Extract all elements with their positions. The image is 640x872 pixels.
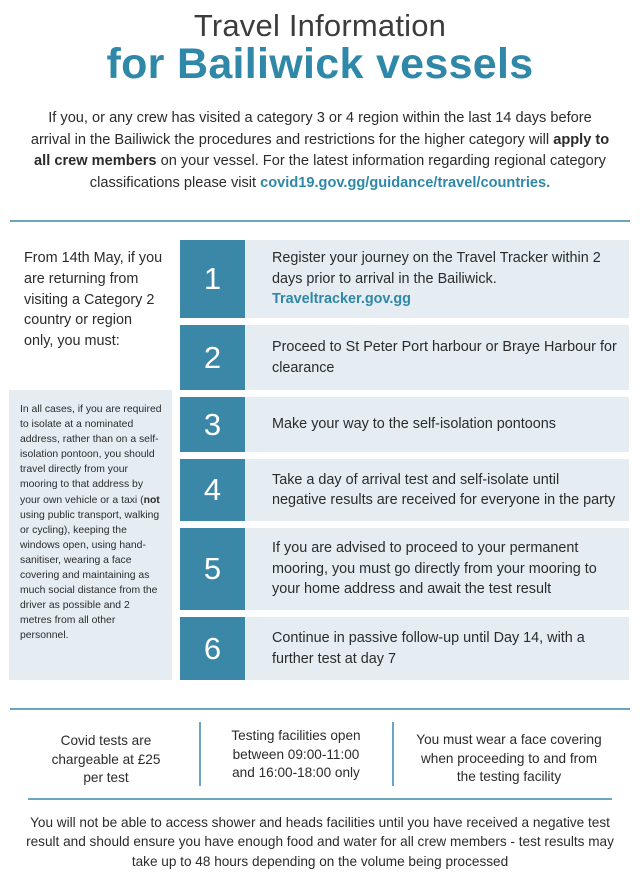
info-testing-hours: Testing facilities open between 09:00-11:00 and 16:00-18:00 only [231,728,361,780]
intro-paragraph [28,108,612,194]
step-text [272,617,617,680]
step-description: Make your way to the self-isolation pontoons [272,416,556,433]
step-2 [180,325,629,390]
step-text [272,325,617,390]
step-1 [180,240,629,318]
step-5 [180,528,629,610]
intro-text-1: If you, or any crew has visited a category 3 or 4 region within the last 14 days before arrival in the Bailiwick the procedures and restrictions for the higher category will [30,110,592,148]
note-text-2: using public transport, walking or cycling), keeping the windows open, using hand-sanitiser, wearing a face covering and maintaining as much social distance from the driver as possible and 2 metres from all other personnel. [20,509,160,642]
divider-top [10,220,630,222]
note-bold: not [143,494,160,506]
note-text-1: In all cases, if you are required to isolate at a nominated address, rather than on a self-isolation pontoon, you should travel directly from your mooring to that address by your own vehicle or a taxi ( [20,404,162,506]
step-number: 2 [180,325,245,390]
step-number: 1 [180,240,245,318]
step-description: Take a day of arrival test and self-isolate until negative results are received for everyone in the party [272,471,616,508]
info-face-covering: You must wear a face covering when proceeding to and from the testing facility [416,732,602,784]
divider-bottom [28,798,612,800]
step-text [272,528,617,610]
step-number: 3 [180,397,245,452]
intro-text-2: on your vessel. For the latest information regarding regional category classifications please visit [89,153,606,191]
step-number: 4 [180,459,245,521]
page-title: Travel Information [193,8,447,43]
step-description: Proceed to St Peter Port harbour or Braye Harbour for clearance [272,339,617,376]
info-test-cost: Covid tests are chargeable at £25 per test [51,733,161,785]
footer-notice: You will not be able to access shower and heads facilities until you have received a negative test result and should ensure you have enough food and water for all crew members - test results may take up to 48 hours depending on the volume being processed [26,815,614,869]
divider-middle [10,708,630,710]
traveltracker-link[interactable]: Traveltracker.gov.gg [272,291,411,308]
isolation-note-box [9,390,172,680]
column-separator [392,722,394,786]
step-description: If you are advised to proceed to your permanent mooring, you must go directly from your mooring to your home address and await the test result [272,540,597,598]
step-number: 5 [180,528,245,610]
countries-link[interactable]: covid19.gov.gg/guidance/travel/countries. [260,174,551,191]
step-text [272,397,617,452]
step-text [272,459,617,521]
step-3 [180,397,629,452]
step-description: Register your journey on the Travel Tracker within 2 days prior to arrival in the Bailiwick. [272,250,601,287]
step-number: 6 [180,617,245,680]
step-text [272,240,617,318]
column-separator [199,722,201,786]
step-6 [180,617,629,680]
intro-bold: apply to all crew members [34,131,610,169]
step-description: Continue in passive follow-up until Day 14, with a further test at day 7 [272,630,585,667]
step-4 [180,459,629,521]
sidebar-intro: From 14th May, if you are returning from visiting a Category 2 country or region only, you must: [24,250,163,350]
page-subtitle: for Bailiwick vessels [106,40,534,88]
